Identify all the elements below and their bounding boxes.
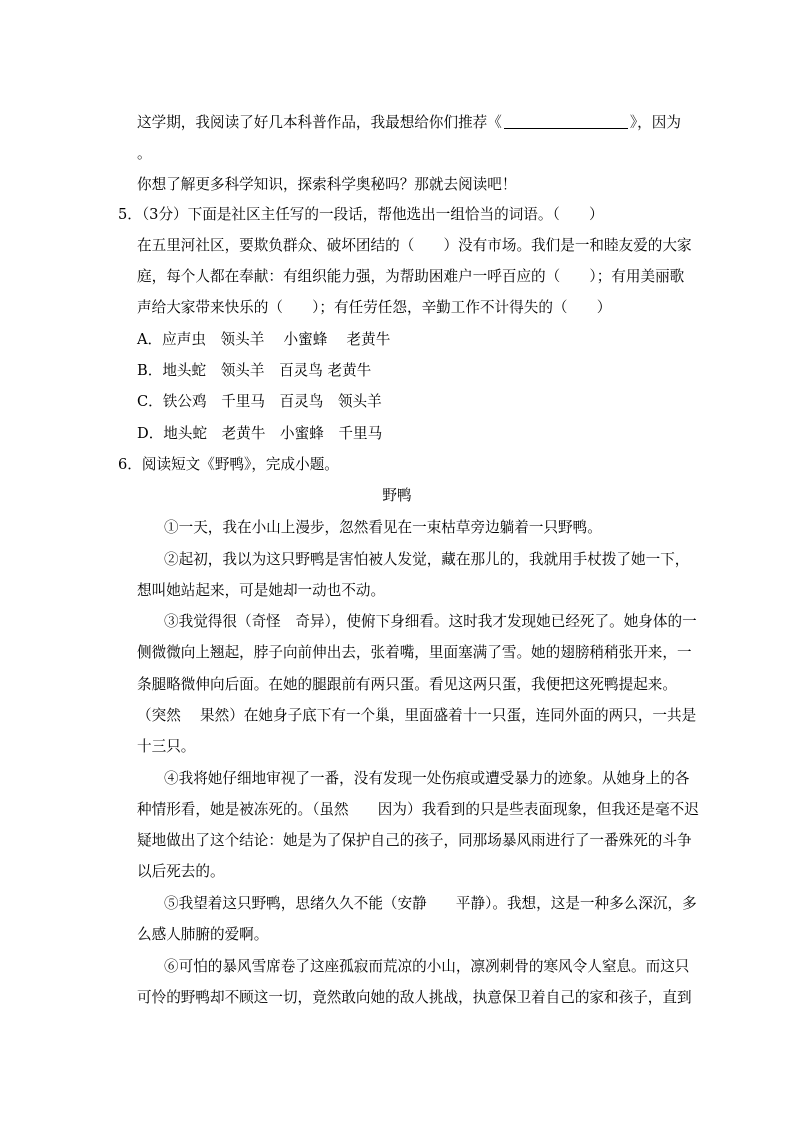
- passage-title: 野鸭: [382, 487, 412, 504]
- intro-line-1-start: 这学期，我阅读了好几本科普作品，我最想给你们推荐《: [137, 114, 502, 131]
- question-5-option-b: B．地头蛇 领头羊 百灵鸟 老黄牛: [137, 362, 372, 379]
- passage-line: 侧微微向上翘起，脖子向前伸出去，张着嘴，里面塞满了雪。她的翅膀稍稍张开来，一: [137, 644, 692, 661]
- intro-line-1: [137, 113, 681, 133]
- passage-line: 以后死去的。: [137, 863, 225, 880]
- question-5-option-c: C．铁公鸡 千里马 百灵鸟 领头羊: [137, 393, 382, 410]
- passage-line: 条腿略微伸向后面。在她的腿跟前有两只蛋。看见这两只蛋，我便把这死鸭提起来。: [137, 676, 677, 693]
- book-title-blank: [504, 114, 628, 129]
- question-5-stem: 5．（3分）下面是社区主任写的一段话，帮他选出一组恰当的词语。（ ）: [118, 206, 604, 223]
- passage-line: ③我觉得很（奇怪 奇异），使俯下身细看。这时我才发现她已经死了。她身体的一: [164, 613, 697, 630]
- passage-line: 疑地做出了这个结论：她是为了保护自己的孩子，同那场暴风雨进行了一番殊死的斗争: [137, 832, 692, 849]
- passage-line: ②起初，我以为这只野鸭是害怕被人发觉，藏在那儿的，我就用手杖拨了她一下，: [164, 551, 690, 568]
- question-6-stem: 6．阅读短文《野鸭》，完成小题。: [118, 456, 339, 473]
- passage-line: 十三只。: [137, 738, 196, 755]
- passage-line: 可怜的野鸭却不顾这一切，竟然敢向她的敌人挑战，执意保卫着自己的家和孩子，直到: [137, 989, 692, 1006]
- passage-line: ④我将她仔细地审视了一番，没有发现一处伤痕或遭受暴力的迹象。从她身上的各: [164, 770, 690, 787]
- passage-line: ①一天，我在小山上漫步，忽然看见在一束枯草旁边躺着一只野鸭。: [164, 519, 602, 536]
- passage-line: 么感人肺腑的爱啊。: [137, 926, 269, 943]
- question-5-option-a: A．应声虫 领头羊 小蜜蜂 老黄牛: [137, 331, 391, 348]
- question-5-passage-line: 声给大家带来快乐的（ ）；有任劳任怨，辛勤工作不计得失的（ ）: [137, 299, 612, 316]
- question-5-option-d: D．地头蛇 老黄牛 小蜜蜂 千里马: [137, 425, 383, 442]
- intro-line-1-end: 》，因为: [629, 114, 681, 131]
- question-5-passage-line: 在五里河社区，要欺负群众、破坏团结的（ ）没有市场。我们是一和睦友爱的大家: [137, 237, 692, 254]
- intro-line-2: 。: [137, 145, 152, 162]
- intro-line-3: 你想了解更多科学知识，探索科学奥秘吗？那就去阅读吧！: [137, 176, 517, 193]
- question-5-passage-line: 庭，每个人都在奉献：有组织能力强，为帮助困难户一呼百应的（ ）；有用美丽歌: [137, 268, 685, 285]
- passage-line: ⑤我望着这只野鸭，思绪久久不能（安静 平静）。我想，这是一种多么深沉，多: [164, 895, 697, 912]
- passage-line: ⑥可怕的暴风雪席卷了这座孤寂而荒凉的小山，凛冽刺骨的寒风令人窒息。而这只: [164, 958, 690, 975]
- passage-line: 想叫她站起来，可是她却一动也不动。: [137, 582, 386, 599]
- passage-line: （突然 果然）在她身子底下有一个巢，里面盛着十一只蛋，连同外面的两只，一共是: [137, 707, 697, 724]
- passage-line: 种情形看，她是被冻死的。（虽然 因为）我看到的只是些表面现象，但我还是毫不迟: [137, 801, 699, 818]
